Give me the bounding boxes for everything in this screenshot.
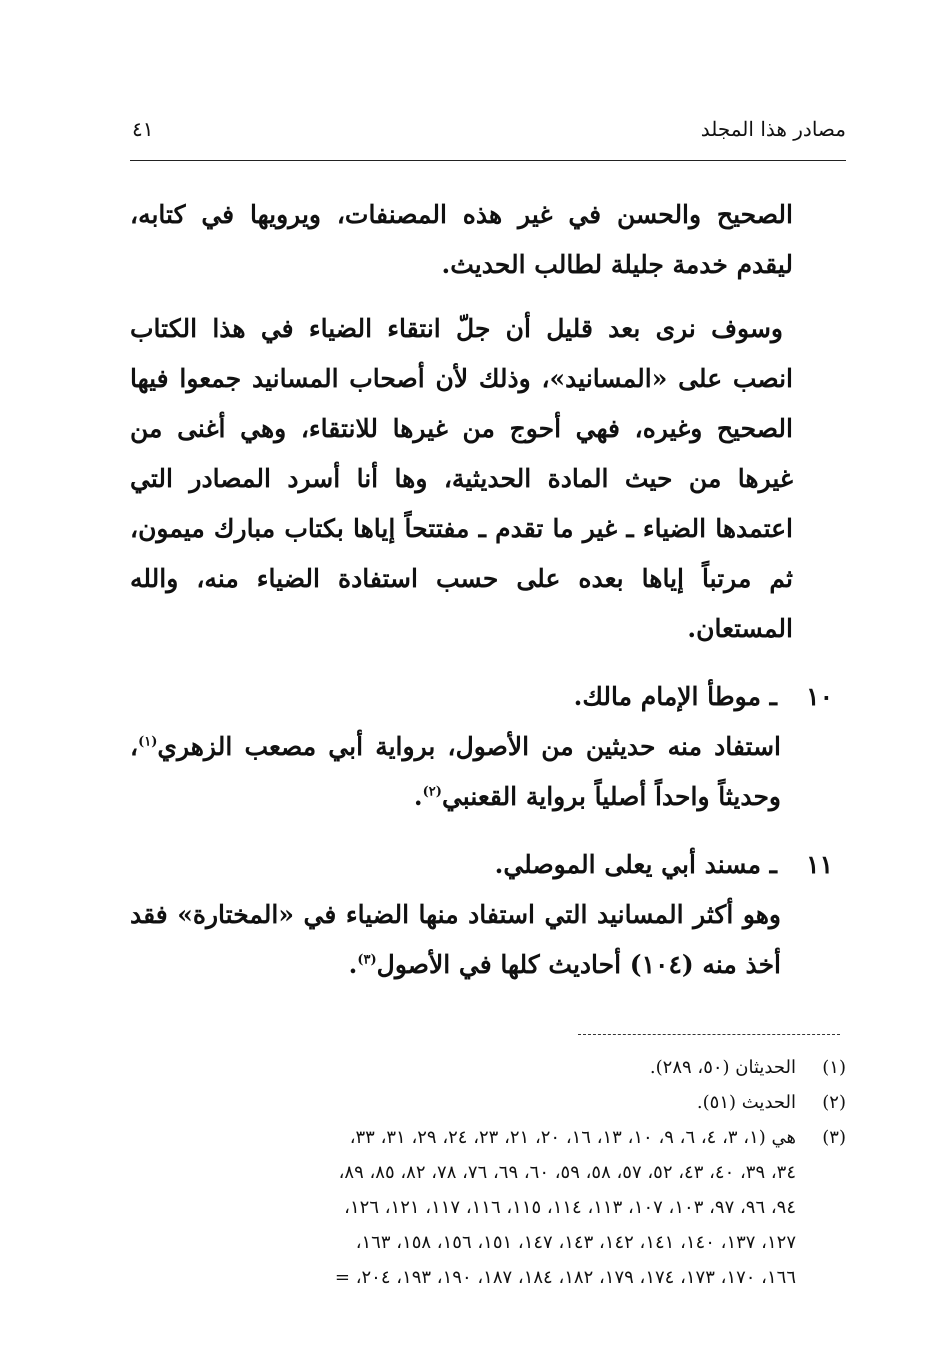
footnote-text: الحديث (٥١). [696, 1092, 796, 1113]
footnote-line: ١٦٦، ١٧٠، ١٧٣، ١٧٤، ١٧٩، ١٨٢، ١٨٤، ١٨٧، ١٩٠، ١٩٣، ٢٠٤، = [334, 1267, 796, 1288]
entry-title: ـ موطأ الإمام مالك. [573, 682, 777, 711]
footnote-mark: (٢) [822, 1092, 846, 1113]
footnote-mark: (٣) [822, 1127, 846, 1148]
footnote-separator [578, 1034, 840, 1035]
footnote-line: ٩٤، ٩٦، ٩٧، ١٠٣، ١٠٧، ١١٣، ١١٤، ١١٥، ١١٦، ١١٧، ١٢١، ١٢٦، [344, 1197, 796, 1218]
entry-text: . [348, 950, 358, 979]
entry-text: . [413, 782, 423, 811]
entry-text: وهو أكثر المسانيد التي استفاد منها الضياء في «المختارة» فقد أخذ منه (١٠٤) أحاديث كلها في الأصول [130, 900, 781, 979]
entry-title: ـ مسند أبي يعلى الموصلي. [494, 850, 777, 879]
entry-text: ، وحديثاً واحداً أصلياً برواية القعنبي [130, 732, 781, 811]
footnote-line: ١٢٧، ١٣٧، ١٤٠، ١٤١، ١٤٢، ١٤٣، ١٤٧، ١٥١، ١٥٦، ١٥٨، ١٦٣، [355, 1232, 796, 1253]
footnote-mark: (١) [822, 1057, 846, 1078]
footnote-reference[interactable]: (٣) [357, 952, 377, 968]
entry-description [130, 890, 781, 990]
entry-heading [130, 672, 833, 722]
footnotes [130, 1050, 846, 1295]
footnote-line: ٣٤، ٣٩، ٤٠، ٤٣، ٥٢، ٥٧، ٥٨، ٥٩، ٦٠، ٦٩، ٧٦، ٧٨، ٨٢، ٨٥، ٨٩، [338, 1162, 796, 1183]
page-header [132, 108, 846, 150]
entry-description [130, 722, 781, 822]
main-text [130, 190, 833, 990]
running-title: مصادر هذا المجلد [700, 117, 846, 141]
header-rule [130, 160, 846, 161]
entry-text: استفاد منه حديثين من الأصول، برواية أبي مصعب الزهري [157, 732, 781, 761]
paragraph: الصحيح والحسن في غير هذه المصنفات، ويرويها في كتابه، ليقدم خدمة جليلة لطالب الحديث. [130, 200, 793, 279]
footnote-reference[interactable]: (١) [138, 734, 158, 750]
source-entry [130, 672, 833, 822]
footnote [130, 1085, 846, 1120]
source-entry [130, 840, 833, 990]
footnote-text: الحديثان (٥٠، ٢٨٩). [649, 1057, 796, 1078]
paragraph: وسوف نرى بعد قليل أن جلّ انتقاء الضياء في هذا الكتاب انصب على «المسانيد»، وذلك لأن أصحاب المسانيد جمعوا فيها الصحيح وغيره، فهي أحوج من غيرها للانتقاء، وهي أغنى من غيرها من حيث المادة الحديثية، وها أنا أسرد المصادر التي اعتمدها الضياء ـ غير ما تقدم ـ مفتتحاً إياها بكتاب مبارك ميمون، ثم مرتباً إياها بعده على حسب استفادة الضياء منه، والله المستعان. [130, 314, 793, 643]
footnote [130, 1050, 846, 1085]
footnote-text [130, 1120, 796, 1295]
entry-heading [130, 840, 833, 890]
footnote-line: هي (١، ٣، ٤، ٦، ٩، ١٠، ١٣، ١٦، ٢٠، ٢١، ٢٣، ٢٤، ٢٩، ٣١، ٣٣، [349, 1127, 796, 1148]
entry-number: ١١ [806, 850, 833, 879]
footnote-reference[interactable]: (٢) [422, 784, 442, 800]
entry-number: ١٠ [806, 682, 833, 711]
footnote [130, 1120, 846, 1295]
page-number: ٤١ [132, 117, 154, 141]
